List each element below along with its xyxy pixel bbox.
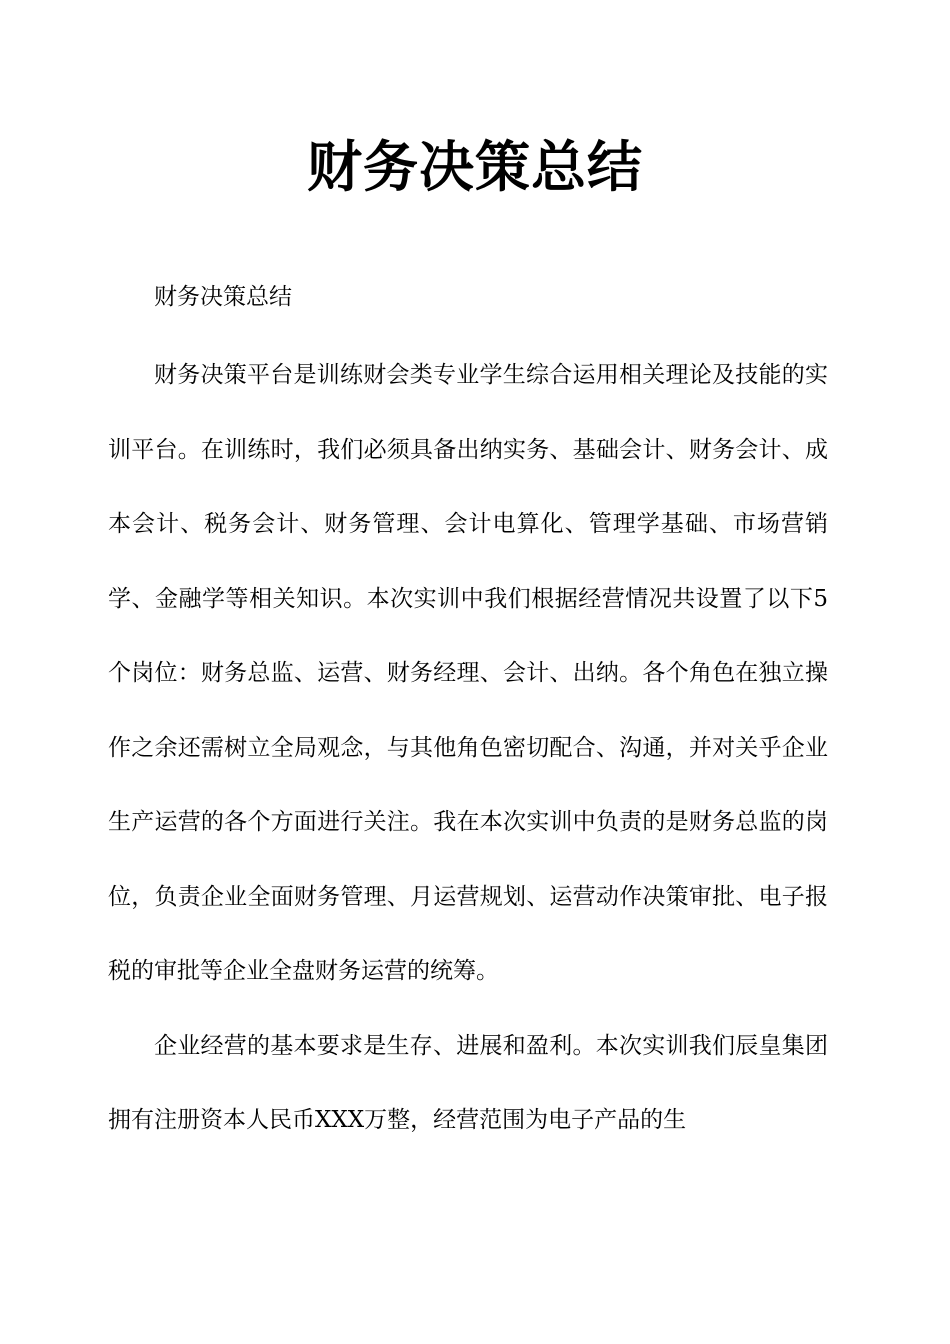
document-title: 财务决策总结 [306,135,643,199]
paragraph-business: 企业经营的基本要求是生存、进展和盈利。本次实训我们辰皇集团拥有注册资本人民币XXX万整，经营范围为电子产品的生 [108,1032,828,1133]
paragraph-subtitle: 财务决策总结 [154,284,292,310]
document-body [108,278,828,1158]
paragraph-intro: 财务决策平台是训练财会类专业学生综合运用相关理论及技能的实训平台。在训练时，我们必须具备出纳实务、基础会计、财务会计、成本会计、税务会计、财务管理、会计电算化、管理学基础、市场营销学、金融学等相关知识。本次实训中我们根据经营情况共设置了以下5个岗位：财务总监、运营、财务经理、会计、出纳。各个角色在独立操作之余还需树立全局观念，与其他角色密切配合、沟通，并对关乎企业生产运营的各个方面进行关注。我在本次实训中负责的是财务总监的岗位，负责企业全面财务管理、月运营规划、运营动作决策审批、电子报税的审批等企业全盘财务运营的统筹。 [108,362,828,984]
